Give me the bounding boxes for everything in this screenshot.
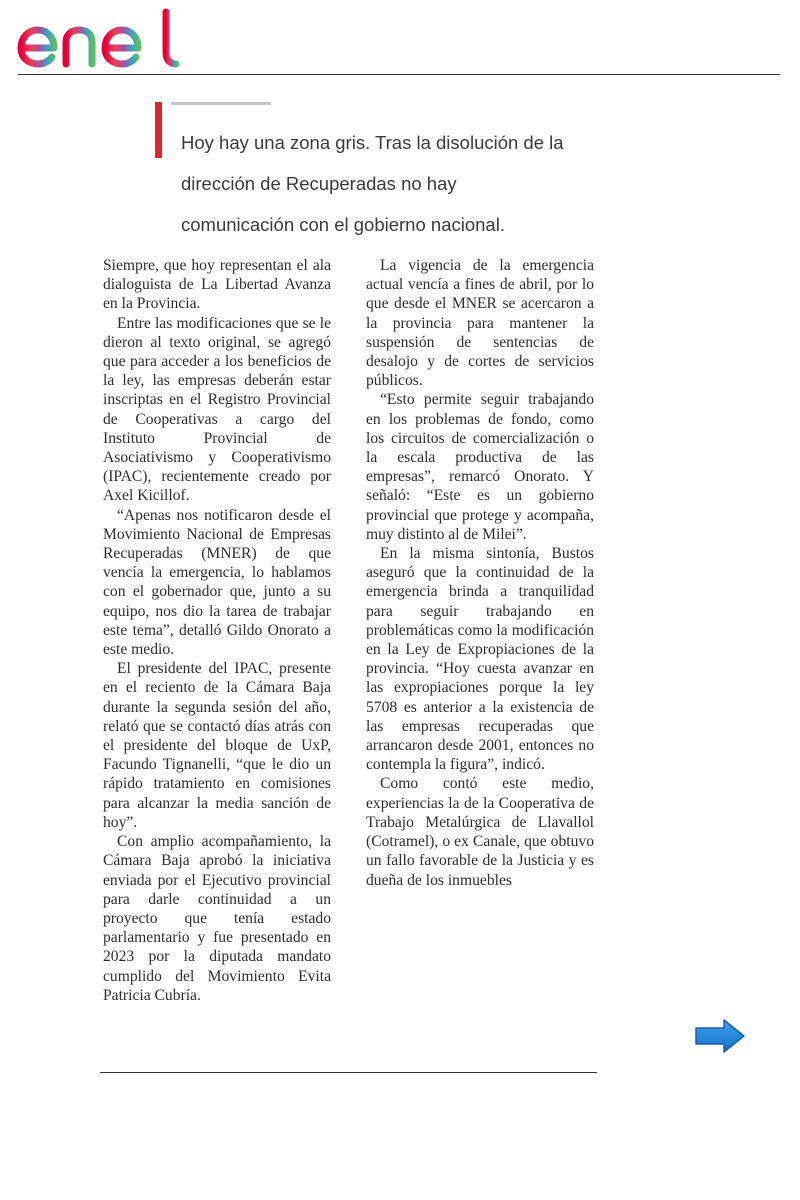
paragraph: Con amplio acompañamiento, la Cámara Baja aprobó la iniciativa enviada por el Ejecutivo provincial para darle continuidad a un proyecto que tenía estado parlamentario y fue presentado en 2023 por la diputada mandato cumplido del Movimiento Evita Patricia Cubría. [103,833,331,1004]
footer-divider [100,1072,597,1073]
paragraph: El presidente del IPAC, presente en el reciento de la Cámara Baja durante la segunda sesión del año, relató que se contactó días atrás con el presidente del bloque de UxP, Facundo Tignanelli, “que le dio un rápido tratamiento en comisiones para alcanzar la media sanción de hoy”. [103,660,331,831]
article-column-right [366,256,594,890]
paragraph: Siempre, que hoy representan el ala dialoguista de La Libertad Avanza en la Provincia. [103,257,331,313]
arrow-right-graphic [694,1018,746,1054]
enel-logo [16,6,184,70]
paragraph: “Apenas nos notificaron desde el Movimiento Nacional de Empresas Recuperadas (MNER) de que vencía la emergencia, lo hablamos con el gobernador que, junto a su equipo, nos dio la tarea de trabajar este tema”, detalló Gildo Onorato a este medio. [103,506,331,659]
paragraph: “Esto permite seguir trabajando en los problemas de fondo, como los circuitos de comercialización o la escala productiva de las empresas”, remarcó Onorato. Y señaló: “Este es un gobierno provincial que protege y acompaña, muy distinto al de Milei”. [366,391,594,543]
paragraph: La vigencia de la emergencia actual vencía a fines de abril, por lo que desde el MNER se acercaron a la provincia para mantener la suspensión de sentencias de desalojo y de cortes de servicios públicos. [366,257,594,390]
enel-logo-graphic [16,6,184,70]
quote-top-line [171,102,271,105]
quote-accent-bar [155,102,162,158]
paragraph: Entre las modificaciones que se le dieron al texto original, se agregó que para acceder a los beneficios de la ley, las empresas deberán estar inscriptas en el Registro Provincial de Cooperativas a cargo del Instituto Provincial de Asociativismo y Cooperativismo (IPAC), recientemente creado por Axel Kicillof. [103,314,331,505]
article-column-left [103,256,331,1005]
pull-quote [155,102,575,235]
pull-quote-text: Hoy hay una zona gris. Tras la disolución de la dirección de Recuperadas no hay comunicación con el gobierno nacional. [181,132,564,235]
paragraph: En la misma sintonía, Bustos aseguró que la continuidad de la emergencia brinda a tranquilidad para seguir trabajando en problemáticas como la modificación en la Ley de Expropiaciones de la provincia. “Hoy cuesta avanzar en las expropiaciones porque la ley 5708 es anterior a la existencia de las empresas recuperadas que arrancaron desde 2001, entonces no contempla la figura”, indicó. [366,545,594,774]
paragraph: Como contó este medio, experiencias la de la Cooperativa de Trabajo Metalúrgica de Llavallol (Cotramel), o ex Canale, que obtuvo un fallo favorable de la Justicia y es dueña de los inmuebles [366,775,594,889]
arrow-right-icon[interactable] [694,1018,746,1054]
header-divider [18,74,780,75]
